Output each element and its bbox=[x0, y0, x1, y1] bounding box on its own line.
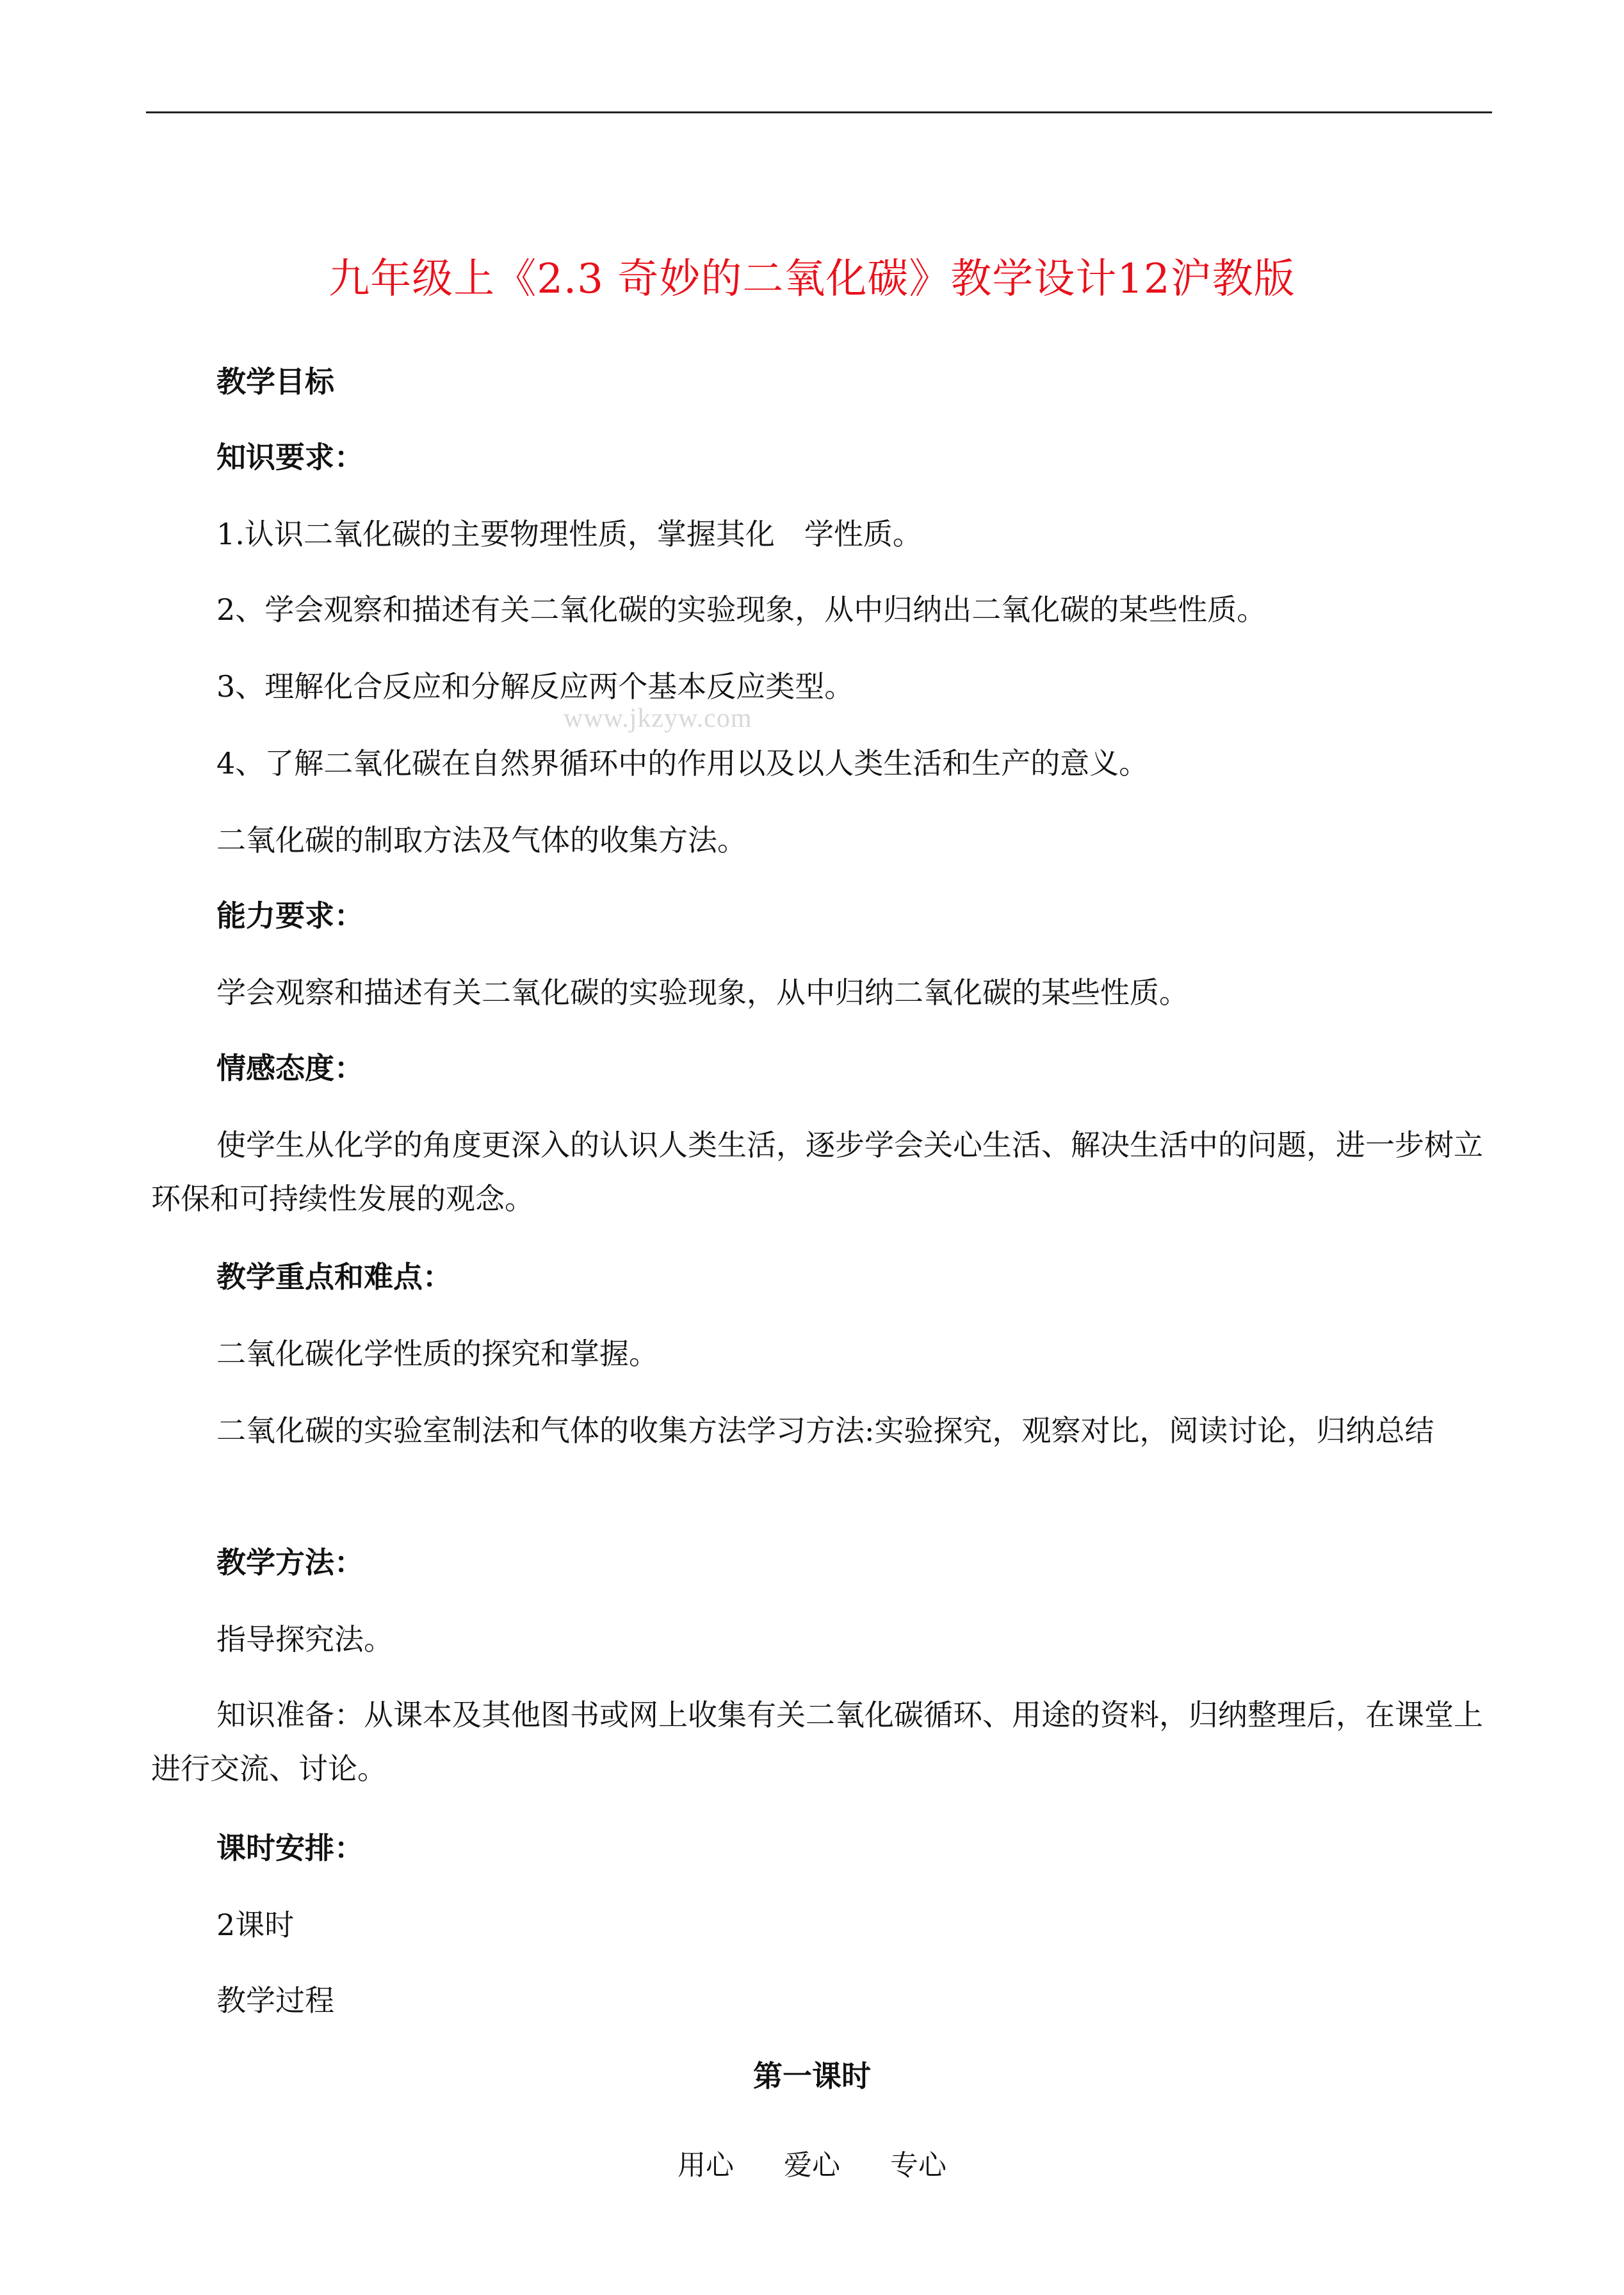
watermark-text: www.jkzyw.com bbox=[564, 704, 752, 733]
method-text: 指导探究法。 bbox=[216, 1622, 393, 1657]
schedule-text: 2课时 bbox=[216, 1908, 295, 1942]
schedule-heading: 课时安排： bbox=[216, 1831, 364, 1865]
knowledge-item-1: 1.认识二氧化碳的主要物理性质，掌握其化 学性质。 bbox=[216, 517, 922, 551]
key-points-heading: 教学重点和难点： bbox=[216, 1260, 452, 1294]
key-points-text-2: 二氧化碳的实验室制法和气体的收集方法学习方法:实验探究，观察对比，阅读讨论，归纳总结 bbox=[216, 1413, 1434, 1448]
goals-heading: 教学目标 bbox=[216, 364, 334, 399]
lesson-heading: 第一课时 bbox=[753, 2059, 871, 2093]
emotion-text: 使学生从化学的角度更深入的认识人类生活，逐步学会关心生活、解决生活中的问题，进一步树立环保和可持续性发展的观念。 bbox=[151, 1128, 1483, 1216]
emotion-heading: 情感态度： bbox=[216, 1051, 364, 1085]
footer-word-1: 用心 bbox=[678, 2149, 734, 2182]
ability-heading: 能力要求： bbox=[216, 898, 364, 933]
knowledge-heading: 知识要求： bbox=[216, 440, 364, 474]
key-points-text-1: 二氧化碳化学性质的探究和掌握。 bbox=[216, 1336, 658, 1371]
knowledge-item-2: 2、学会观察和描述有关二氧化碳的实验现象，从中归纳出二氧化碳的某些性质。 bbox=[216, 592, 1267, 627]
preparation-text: 知识准备：从课本及其他图书或网上收集有关二氧化碳循环、用途的资料，归纳整理后，在课堂上进行交流、讨论。 bbox=[151, 1698, 1483, 1786]
knowledge-item-5: 二氧化碳的制取方法及气体的收集方法。 bbox=[216, 823, 747, 857]
knowledge-item-4: 4、了解二氧化碳在自然界循环中的作用以及以人类生活和生产的意义。 bbox=[216, 746, 1149, 781]
header-rule bbox=[146, 111, 1492, 113]
document-title: 九年级上《2.3 奇妙的二氧化碳》教学设计12沪教版 bbox=[329, 255, 1295, 303]
page-footer bbox=[0, 2146, 1624, 2185]
knowledge-item-3: 3、理解化合反应和分解反应两个基本反应类型。 bbox=[216, 669, 854, 704]
footer-word-2: 爱心 bbox=[784, 2149, 840, 2182]
method-heading: 教学方法： bbox=[216, 1545, 364, 1580]
footer-word-3: 专心 bbox=[890, 2149, 946, 2182]
ability-text: 学会观察和描述有关二氧化碳的实验现象，从中归纳二氧化碳的某些性质。 bbox=[216, 975, 1189, 1010]
process-text: 教学过程 bbox=[216, 1983, 334, 2018]
